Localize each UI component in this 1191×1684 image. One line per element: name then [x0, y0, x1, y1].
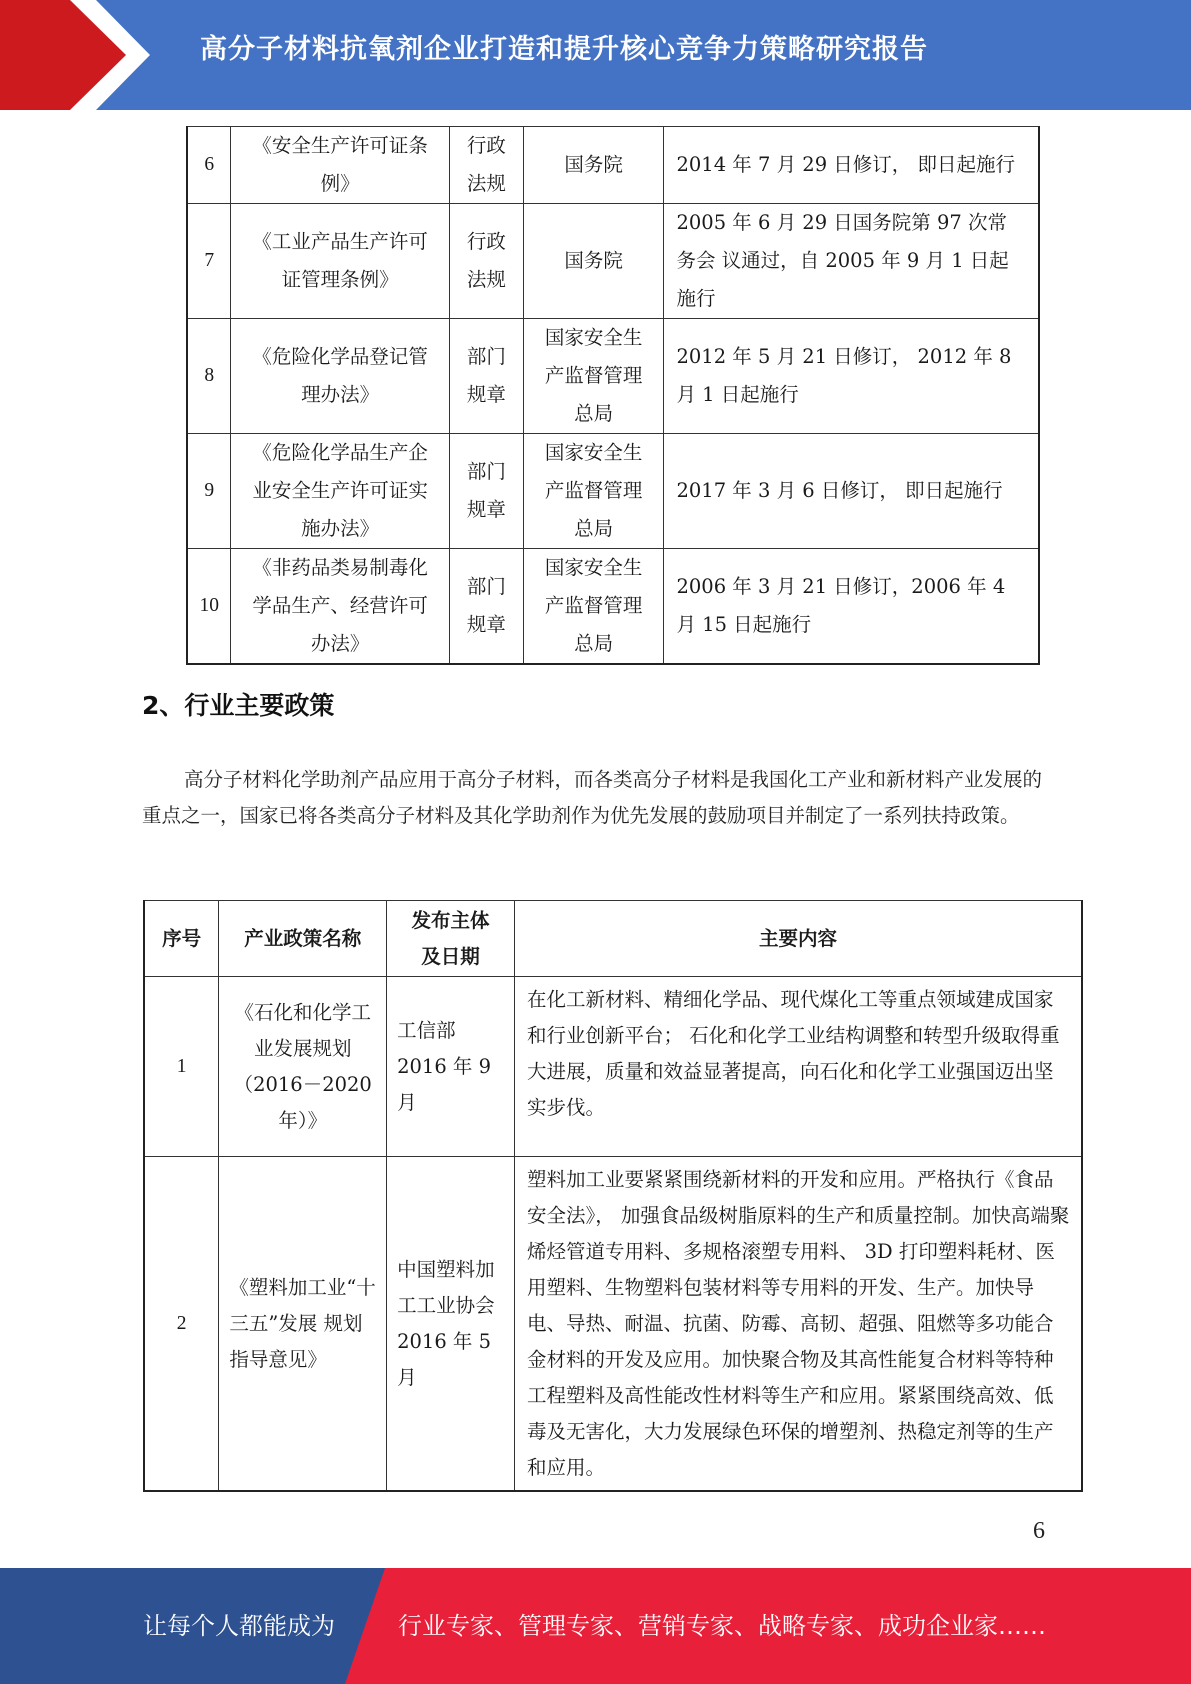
policy-issuer: 中国塑料加工工业协会 2016 年 5 月: [387, 1157, 515, 1492]
law-type: 部门规章: [449, 434, 523, 549]
table-row: [187, 204, 1039, 319]
law-issuer: 国务院: [523, 204, 664, 319]
row-number: 2: [144, 1157, 219, 1492]
law-issuer: 国家安全生产监督管理总局: [523, 549, 664, 665]
page-number: 6: [1033, 1518, 1045, 1544]
law-name: 《危险化学品生产企业安全生产许可证实施办法》: [231, 434, 449, 549]
law-status: 2012 年 5 月 21 日修订， 2012 年 8 月 1 日起施行: [664, 319, 1039, 434]
law-type: 行政法规: [449, 204, 523, 319]
table-row: [187, 549, 1039, 665]
law-name: 《工业产品生产许可证管理条例》: [231, 204, 449, 319]
law-type: 部门规章: [449, 549, 523, 665]
header-issuer: 发布主体及日期: [387, 901, 515, 977]
policy-name: 《塑料加工业“十三五”发展 规划指导意见》: [219, 1157, 387, 1492]
page-footer: [0, 1568, 1191, 1684]
report-title: 高分子材料抗氧剂企业打造和提升核心竞争力策略研究报告: [200, 34, 928, 65]
table-row: [144, 977, 1082, 1157]
header-name: 产业政策名称: [219, 901, 387, 977]
law-type: 行政法规: [449, 127, 523, 204]
policy-content: 塑料加工业要紧紧围绕新材料的开发和应用。严格执行《食品安全法》， 加强食品级树脂原料的生产和质量控制。加快高端聚烯烃管道专用料、多规格滚塑专用料、 3D 打印塑料耗材、医用塑料、生物塑料包装材料等专用料的开发、生产。加快导电、导热、耐温、抗菌、防霉、高韧、超强、阻燃等多功能合金材料的开发及应用。加快聚合物及其高性能复合材料等特种工程塑料及高性能改性材料等生产和应用。紧紧围绕高效、低毒及无害化，大力发展绿色环保的增塑剂、热稳定剂等的生产和应用。: [514, 1157, 1082, 1492]
law-issuer: 国家安全生产监督管理总局: [523, 319, 664, 434]
row-number: 7: [187, 204, 231, 319]
footer-slogan-left: 让每个人都能成为: [143, 1612, 335, 1640]
header-no: 序号: [144, 901, 219, 977]
table-row: [187, 127, 1039, 204]
footer-slogan-right: 行业专家、管理专家、营销专家、战略专家、成功企业家……: [398, 1612, 1046, 1640]
law-status: 2005 年 6 月 29 日国务院第 97 次常务会 议通过，自 2005 年 9 月 1 日起施行: [664, 204, 1039, 319]
table-row: [144, 1157, 1082, 1492]
law-status: 2014 年 7 月 29 日修订， 即日起施行: [664, 127, 1039, 204]
section-paragraph: 高分子材料化学助剂产品应用于高分子材料，而各类高分子材料是我国化工产业和新材料产业发展的重点之一，国家已将各类高分子材料及其化学助剂作为优先发展的鼓励项目并制定了一系列扶持政策。: [142, 768, 1043, 827]
header-content: 主要内容: [514, 901, 1082, 977]
row-number: 1: [144, 977, 219, 1157]
row-number: 9: [187, 434, 231, 549]
row-number: 8: [187, 319, 231, 434]
law-name: 《危险化学品登记管理办法》: [231, 319, 449, 434]
chevron-arrow-icon: [0, 0, 150, 110]
law-table: [186, 126, 1040, 665]
policy-name: 《石化和化学工业发展规划（2016－2020年）》: [219, 977, 387, 1157]
policy-table: [143, 900, 1083, 1492]
table-header-row: [144, 901, 1082, 977]
row-number: 6: [187, 127, 231, 204]
table-row: [187, 434, 1039, 549]
policy-issuer: 工信部 2016 年 9 月: [387, 977, 515, 1157]
law-type: 部门规章: [449, 319, 523, 434]
law-name: 《非药品类易制毒化学品生产、经营许可办法》: [231, 549, 449, 665]
law-status: 2017 年 3 月 6 日修订， 即日起施行: [664, 434, 1039, 549]
law-issuer: 国家安全生产监督管理总局: [523, 434, 664, 549]
page-header: [0, 0, 1191, 110]
law-status: 2006 年 3 月 21 日修订，2006 年 4 月 15 日起施行: [664, 549, 1039, 665]
law-name: 《安全生产许可证条例》: [231, 127, 449, 204]
section-heading: 2、行业主要政策: [142, 691, 335, 720]
law-issuer: 国务院: [523, 127, 664, 204]
policy-content: 在化工新材料、精细化学品、现代煤化工等重点领域建成国家和行业创新平台； 石化和化学工业结构调整和转型升级取得重大进展，质量和效益显著提高，向石化和化学工业强国迈出坚实步伐。: [514, 977, 1082, 1157]
row-number: 10: [187, 549, 231, 665]
table-row: [187, 319, 1039, 434]
